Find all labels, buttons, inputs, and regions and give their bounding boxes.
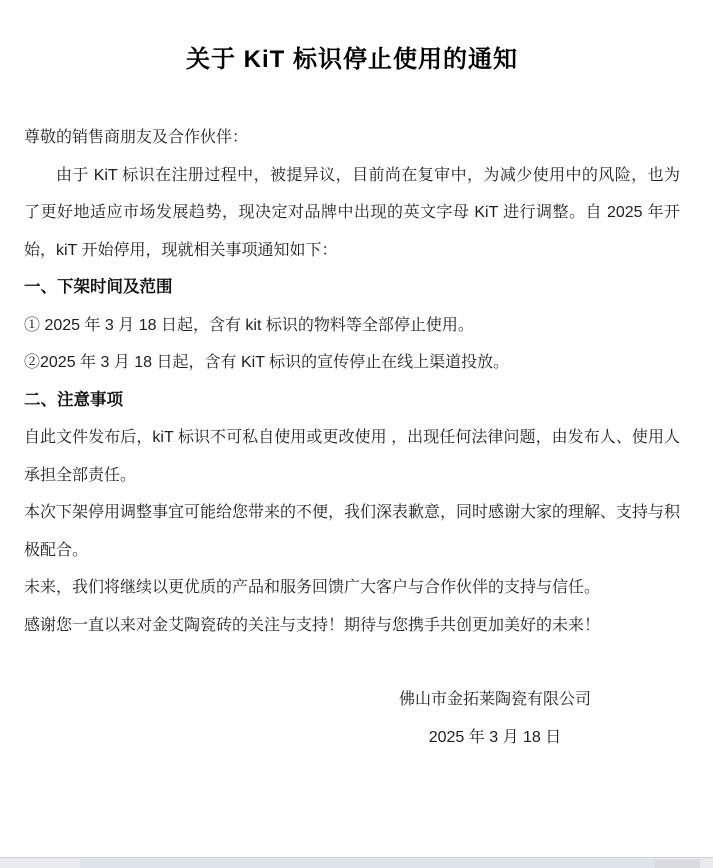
- intro-paragraph: 由于 KiT 标识在注册过程中，被提异议，目前尚在复审中，为减少使用中的风险，也为了更好地适应市场发展趋势，现决定对品牌中出现的英文字母 KiT 进行调整。自 2025 年开始，kiT 开始停用，现就相关事项通知如下：: [24, 166, 680, 259]
- future-paragraph: 未来，我们将继续以更优质的产品和服务回馈广大客户与合作伙伴的支持与信任。: [24, 579, 601, 596]
- signature-company: 佛山市金拓莱陶瓷有限公司: [398, 691, 591, 708]
- section-heading-notes: 二、注意事项: [24, 390, 123, 409]
- bottom-edge-gray-segment: [655, 859, 700, 868]
- apology-paragraph: 本次下架停用调整事宜可能给您带来的不便，我们深表歉意，同时感谢大家的理解、支持与积极配合。: [24, 504, 681, 559]
- legal-paragraph: 自此文件发布后，kiT 标识不可私自使用或更改使用 ，出现任何法律问题，由发布人、使用人承担全部责任。: [24, 429, 680, 484]
- list-item-2: ②2025 年 3 月 18 日起，含有 KiT 标识的宣传停止在线上渠道投放。: [24, 354, 510, 371]
- section-heading-timeframe: 一、下架时间及范围: [24, 278, 173, 296]
- greeting-line: 尊敬的销售商朋友及合作伙伴：: [24, 129, 249, 146]
- notice-title: 关于 KiT 标识停止使用的通知: [186, 46, 518, 73]
- list-item-1: ① 2025 年 3 月 18 日起，含有 kit 标识的物料等全部停止使用。: [24, 316, 474, 334]
- window-bottom-edge: [0, 857, 713, 868]
- signature-block: [340, 681, 650, 756]
- signature-date: 2025 年 3 月 18 日: [428, 728, 562, 746]
- bottom-edge-blue-segment: [80, 859, 655, 868]
- thanks-paragraph: 感谢您一直以来对金艾陶瓷砖的关注与支持！期待与您携手共创更加美好的未来！: [24, 616, 601, 634]
- notice-body: [24, 119, 680, 644]
